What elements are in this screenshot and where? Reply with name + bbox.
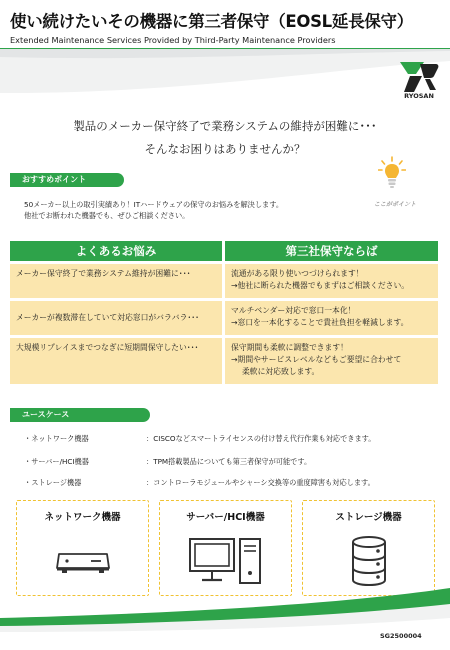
solution-cell — [225, 301, 438, 335]
recommend-line-2: 他社でお断われた機器でも、ぜひご相談ください。 — [24, 211, 190, 220]
solution-line: →他社に断られた機器でもまずはご相談ください。 — [231, 281, 410, 290]
problem-cell: メーカー保守終了で業務システム維持が困難に･･･ — [10, 264, 222, 298]
card-title: ネットワーク機器 — [44, 512, 121, 523]
usecase-name: ・サーバー/HCI機器 — [24, 457, 89, 466]
page-subtitle: Extended Maintenance Services Provided by Third-Party Maintenance Providers — [10, 35, 336, 45]
lead-line-2: そんなお困りはありませんか？ — [144, 142, 306, 156]
table-row — [10, 301, 438, 335]
usecase-desc: ：コントローラモジュールやシャーシ交換等の重度障害も対応します。 — [146, 478, 375, 487]
problem-cell: メーカーが複数滞在していて対応窓口がバラバラ･･･ — [10, 301, 222, 335]
card-title: サーバー/HCI機器 — [186, 512, 265, 523]
solution-line: 柔軟に対応致します。 — [242, 367, 320, 376]
page-title: 使い続けたいその機器に第三者保守（EOSL延長保守） — [10, 12, 413, 31]
usecase-name: ・ストレージ機器 — [24, 478, 82, 487]
recommend-heading: おすすめポイント — [10, 173, 124, 187]
footer-swoosh — [0, 588, 450, 638]
comparison-table — [10, 241, 438, 384]
problem-cell: 大規模リプレイスまでつなぎに短期間保守したい･･･ — [10, 338, 222, 384]
usecase-name: ・ネットワーク機器 — [24, 434, 89, 443]
lead-line-1: 製品のメーカー保守終了で業務システムの維持が困難に･･･ — [73, 119, 377, 133]
usecase-desc: ：TPM搭載製品についても第三者保守が可能です。 — [146, 457, 312, 466]
column-header-solutions: 第三社保守ならば — [225, 241, 438, 261]
column-header-problems: よくあるお悩み — [10, 241, 222, 261]
solution-line: 保守期間も柔軟に調整できます！ — [231, 343, 348, 352]
usecase-item — [24, 457, 311, 467]
bulb-label: ここがポイント — [373, 201, 416, 208]
usecase-desc: ：CISCOなどスマートライセンスの付け替え代行作業も対応できます。 — [146, 434, 376, 443]
network-device-icon — [17, 531, 148, 591]
usecase-heading: ユースケース — [10, 408, 150, 422]
solution-cell — [225, 338, 438, 384]
storage-database-icon — [303, 531, 434, 591]
ryosan-logo-icon — [394, 56, 442, 96]
solution-line: →期間やサービスレベルなどもご要望に合わせて — [231, 355, 402, 364]
recommend-line-1: 50メーカー以上の取引実績あり！ITハードウェアの保守のお悩みを解決します。 — [24, 200, 284, 209]
table-header — [10, 241, 438, 261]
solution-cell — [225, 264, 438, 298]
card-network — [16, 500, 149, 596]
table-row — [10, 264, 438, 298]
usecase-item — [24, 478, 375, 488]
card-storage — [302, 500, 435, 596]
card-server — [159, 500, 292, 596]
document-code: SG2500004 — [380, 632, 422, 640]
header-swoosh — [0, 49, 450, 94]
logo-text: RYOSAN — [404, 92, 434, 100]
solution-line: マルチベンダー対応で窓口一本化！ — [231, 306, 356, 315]
lightbulb-icon — [378, 156, 406, 192]
card-title: ストレージ機器 — [335, 512, 402, 523]
table-row — [10, 338, 438, 384]
usecase-item — [24, 434, 375, 444]
server-computer-icon — [160, 531, 291, 591]
solution-line: →窓口を一本化することで貴社負担を軽減します。 — [231, 318, 409, 327]
recommend-text — [24, 199, 283, 221]
solution-line: 流通がある限り使いつづけられます！ — [231, 269, 364, 278]
